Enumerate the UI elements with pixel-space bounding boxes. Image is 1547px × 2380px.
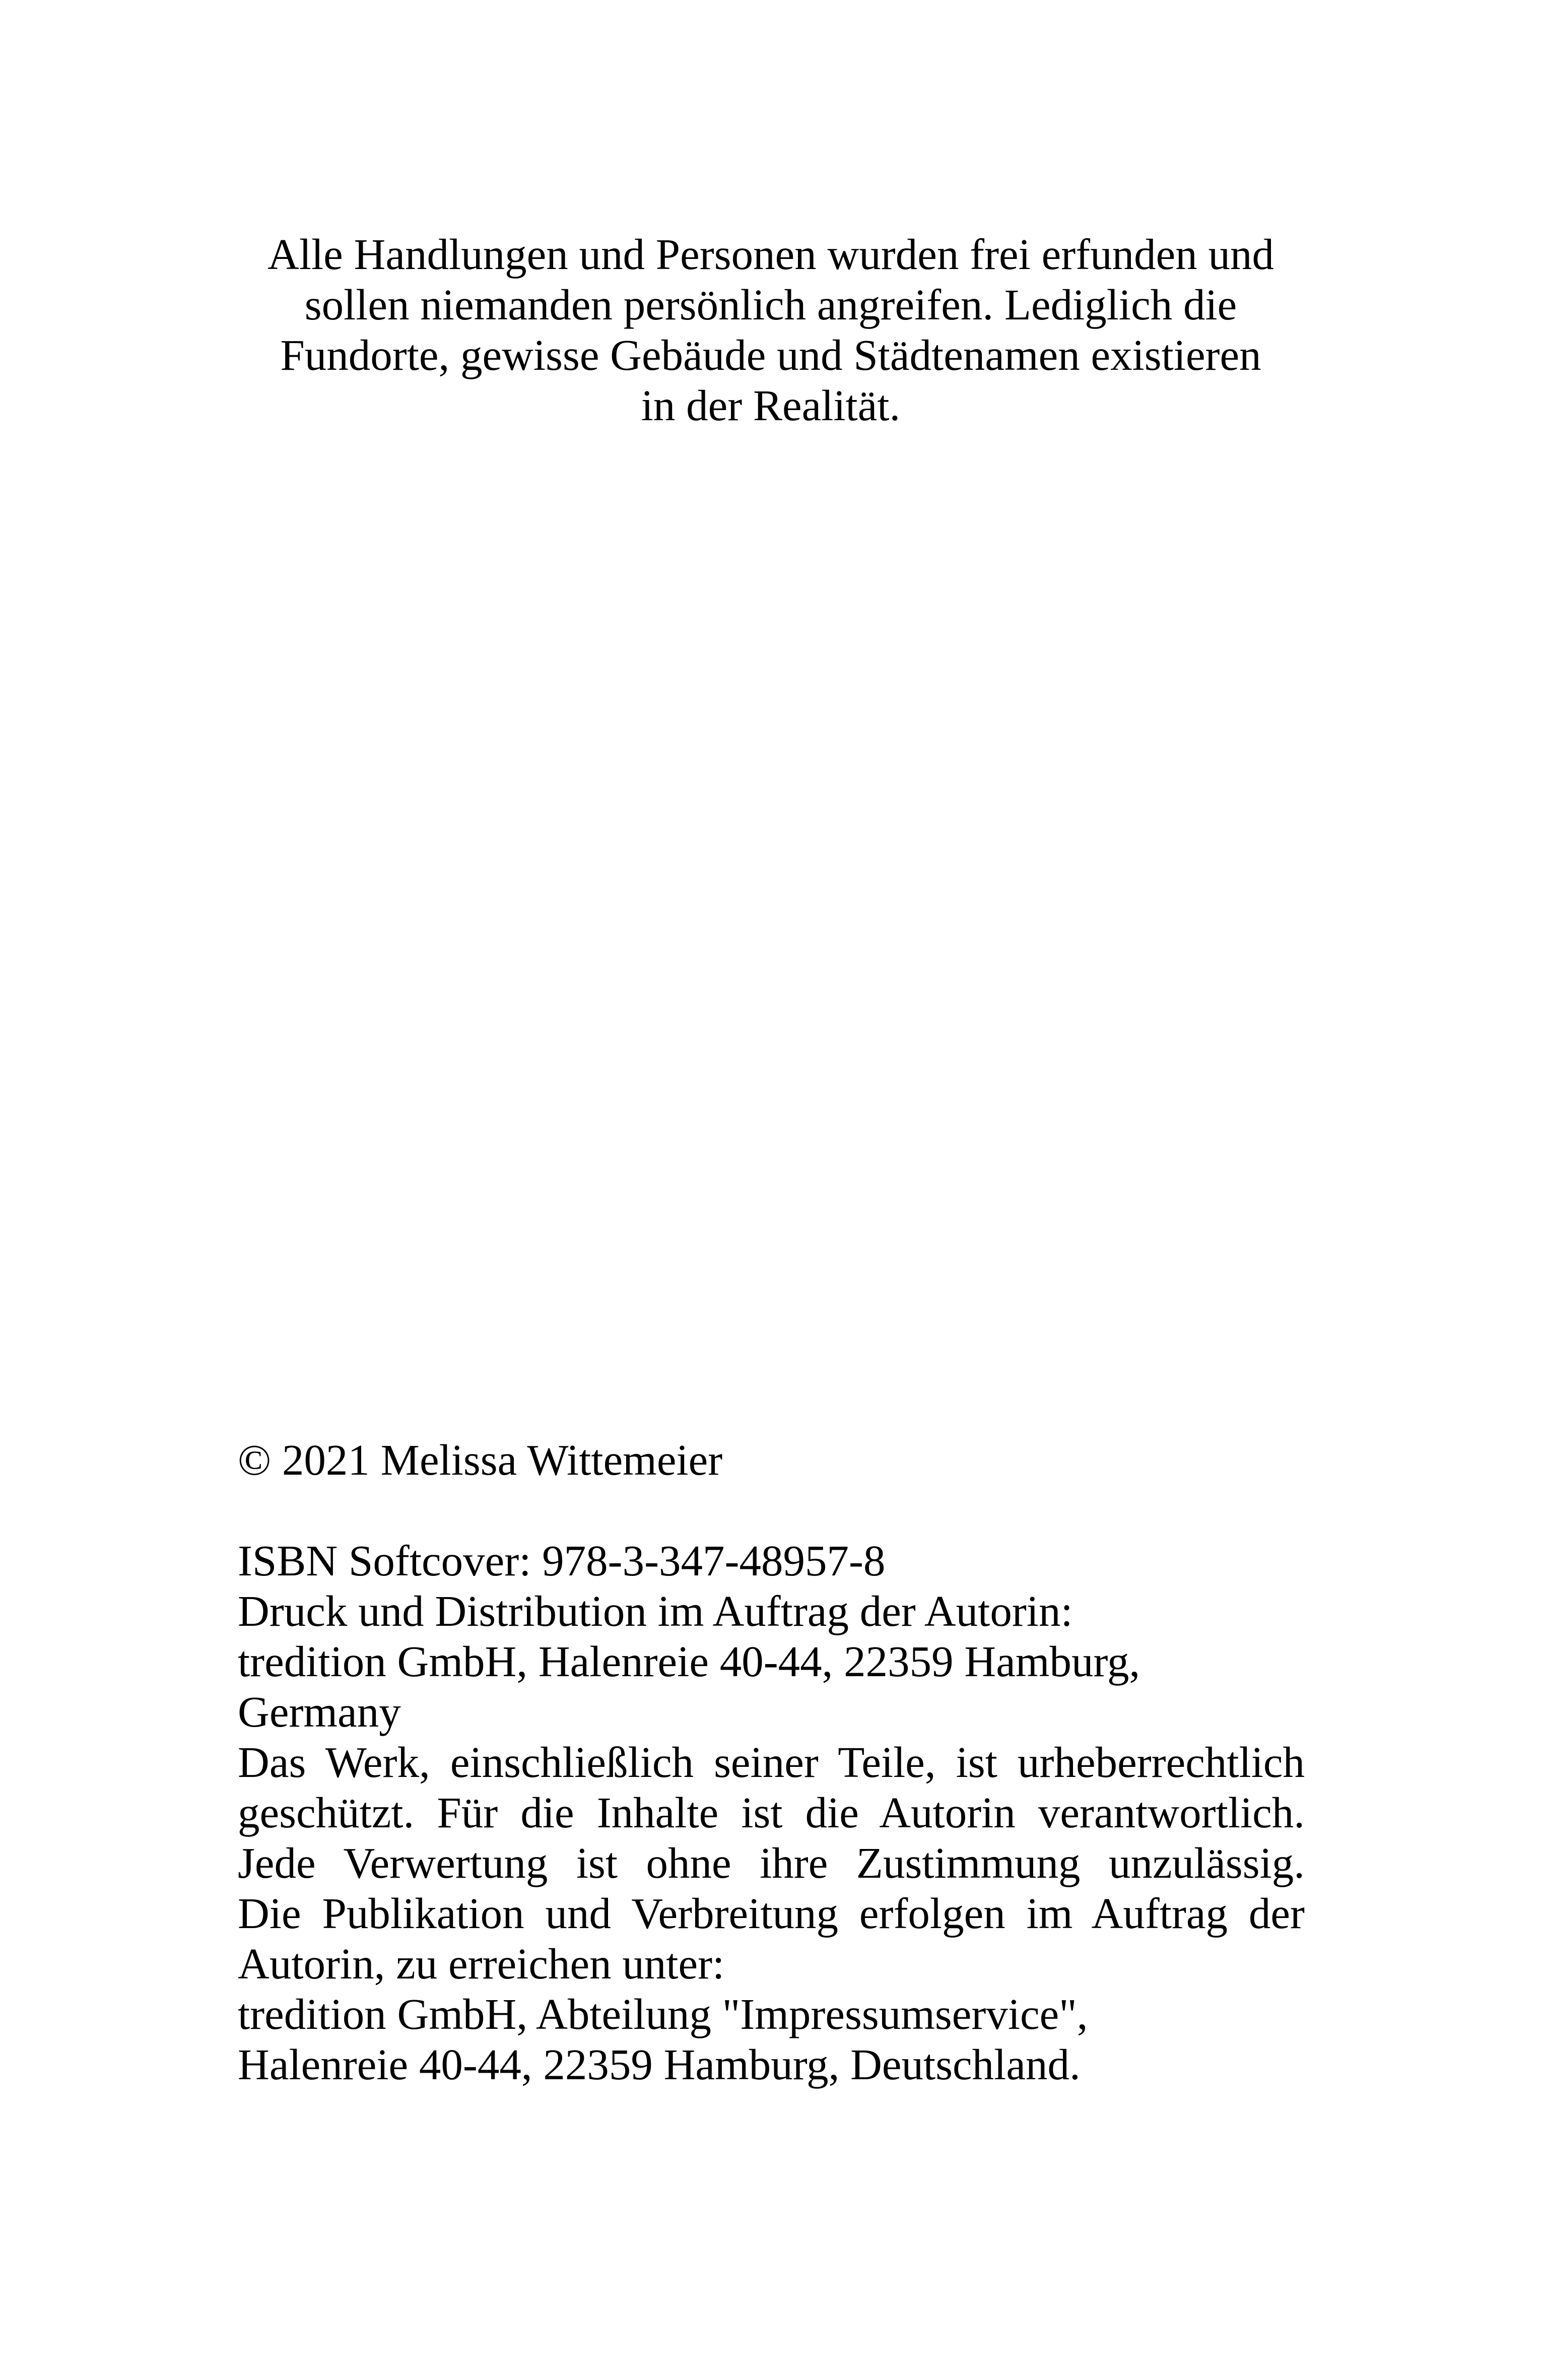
rights-line: Das Werk, einschließlich seiner Teile, ist urheberrechtlich xyxy=(238,1738,1305,1787)
disclaimer-line: Alle Handlungen und Personen wurden frei erfunden und xyxy=(267,230,1274,279)
isbn-line: ISBN Softcover: 978-3-347-48957-8 xyxy=(238,1536,886,1585)
rights-line: Autorin, zu erreichen unter: xyxy=(238,1939,725,1988)
imprint-block xyxy=(238,1435,1305,2090)
disclaimer-line: sollen niemanden persönlich angreifen. Lediglich die xyxy=(304,280,1237,329)
rights-line: Die Publikation und Verbreitung erfolgen im Auftrag der xyxy=(238,1889,1305,1938)
disclaimer-line: in der Realität. xyxy=(641,381,901,430)
publisher-country-line: Germany xyxy=(238,1687,401,1736)
copyright-notice: © 2021 Melissa Wittemeier xyxy=(238,1435,723,1484)
disclaimer-text xyxy=(237,229,1305,431)
contact-line: Halenreie 40-44, 22359 Hamburg, Deutschland. xyxy=(238,2040,1081,2089)
publisher-address-line: tredition GmbH, Halenreie 40-44, 22359 Hamburg, xyxy=(238,1637,1140,1686)
rights-line: Jede Verwertung ist ohne ihre Zustimmung unzulässig. xyxy=(238,1838,1305,1887)
spacer xyxy=(238,1485,1305,1536)
contact-line: tredition GmbH, Abteilung "Impressumservice", xyxy=(238,1990,1088,2038)
rights-line: geschützt. Für die Inhalte ist die Autorin verantwortlich. xyxy=(238,1788,1305,1837)
print-distribution-line: Druck und Distribution im Auftrag der Autorin: xyxy=(238,1586,1073,1635)
disclaimer-line: Fundorte, gewisse Gebäude und Städtenamen existieren xyxy=(280,330,1261,379)
